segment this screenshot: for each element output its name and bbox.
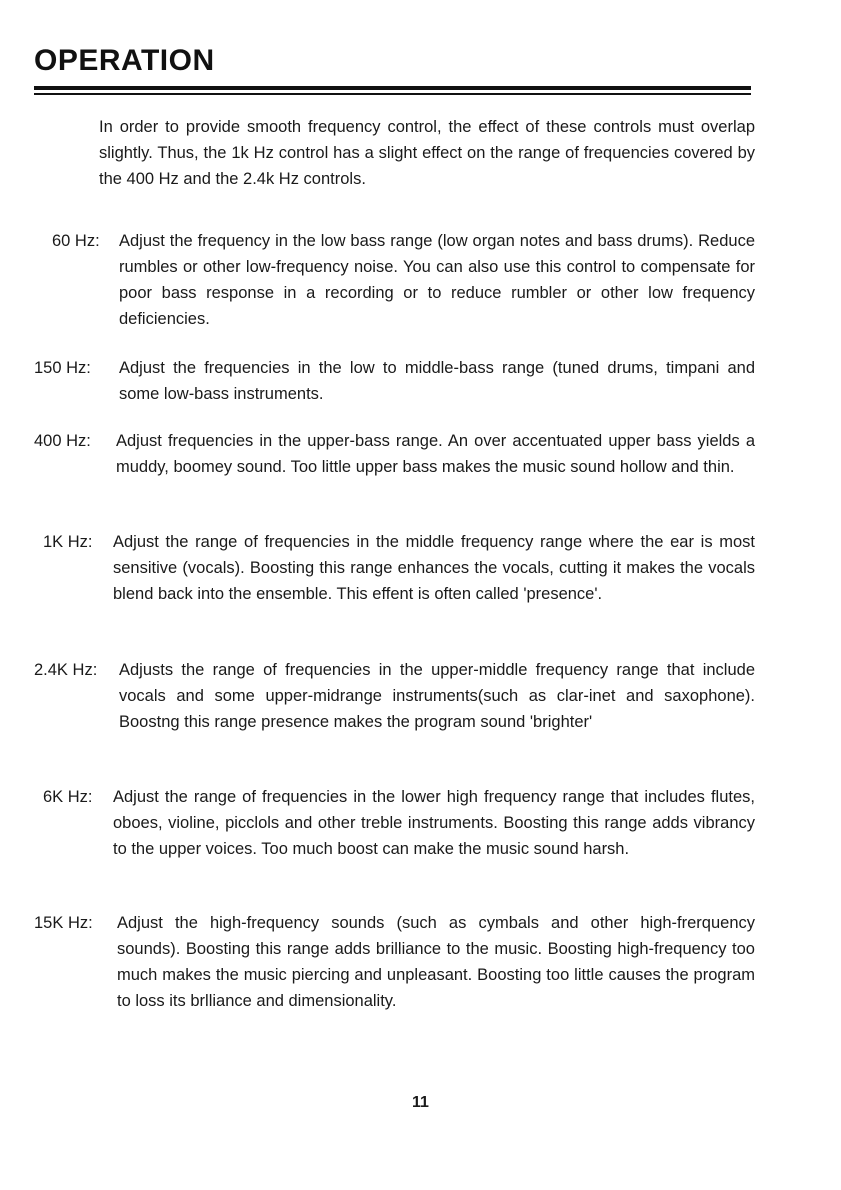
page-title: OPERATION <box>34 44 215 77</box>
entry-text: Adjust the frequencies in the low to middle-bass range (tuned drums, timpani and some low-bass instruments. <box>119 359 755 403</box>
header-rule-thin <box>34 93 751 95</box>
intro-paragraph: In order to provide smooth frequency control, the effect of these controls must overlap slightly. Thus, the 1k Hz control has a slight effect on the range of frequencies covered by the 400 Hz and the 2.4k Hz controls. <box>99 118 755 188</box>
entry-label: 15K Hz: <box>34 914 93 932</box>
entry-text: Adjust the range of frequencies in the middle frequency range where the ear is most sensitive (vocals). Boosting this range enhances the vocals, cutting it makes the vocals blend back into the ensemble. This effent is often called 'presence'. <box>113 533 755 603</box>
entry-label: 6K Hz: <box>43 788 93 806</box>
entry-label: 2.4K Hz: <box>34 661 98 679</box>
entry-label: 60 Hz: <box>52 232 100 250</box>
entry-text: Adjust the frequency in the low bass range (low organ notes and bass drums). Reduce rumbles or other low-frequency noise. You can also use this control to compensate for poor bass response in a recording or to reduce rumbler or other low frequency deficiencies. <box>119 232 755 328</box>
entry-label: 1K Hz: <box>43 533 93 551</box>
entry-text: Adjust the range of frequencies in the lower high frequency range that includes flutes, oboes, violine, picclols and other treble instruments. Boosting this range adds vibrancy to the upper voices. Too much boost can make the music sound harsh. <box>113 788 755 858</box>
entry-text: Adjust frequencies in the upper-bass range. An over accentuated upper bass yields a muddy, boomey sound. Too little upper bass makes the music sound hollow and thin. <box>116 432 755 476</box>
header-rule-thick <box>34 86 751 90</box>
page-number: 11 <box>412 1094 429 1111</box>
entry-label: 400 Hz: <box>34 432 91 450</box>
entry-text: Adjusts the range of frequencies in the upper-middle frequency range that include vocals and some upper-midrange instruments(such as clar-inet and saxophone). Boostng this range presence makes the program sound 'brighter' <box>119 661 755 731</box>
entry-label: 150 Hz: <box>34 359 91 377</box>
entry-text: Adjust the high-frequency sounds (such as cymbals and other high-frerquency sounds). Boosting this range adds brilliance to the music. Boosting high-frequency too much makes the music piercing and unpleasant. Boosting too little causes the program to loss its brlliance and dimensionality. <box>117 914 755 1010</box>
